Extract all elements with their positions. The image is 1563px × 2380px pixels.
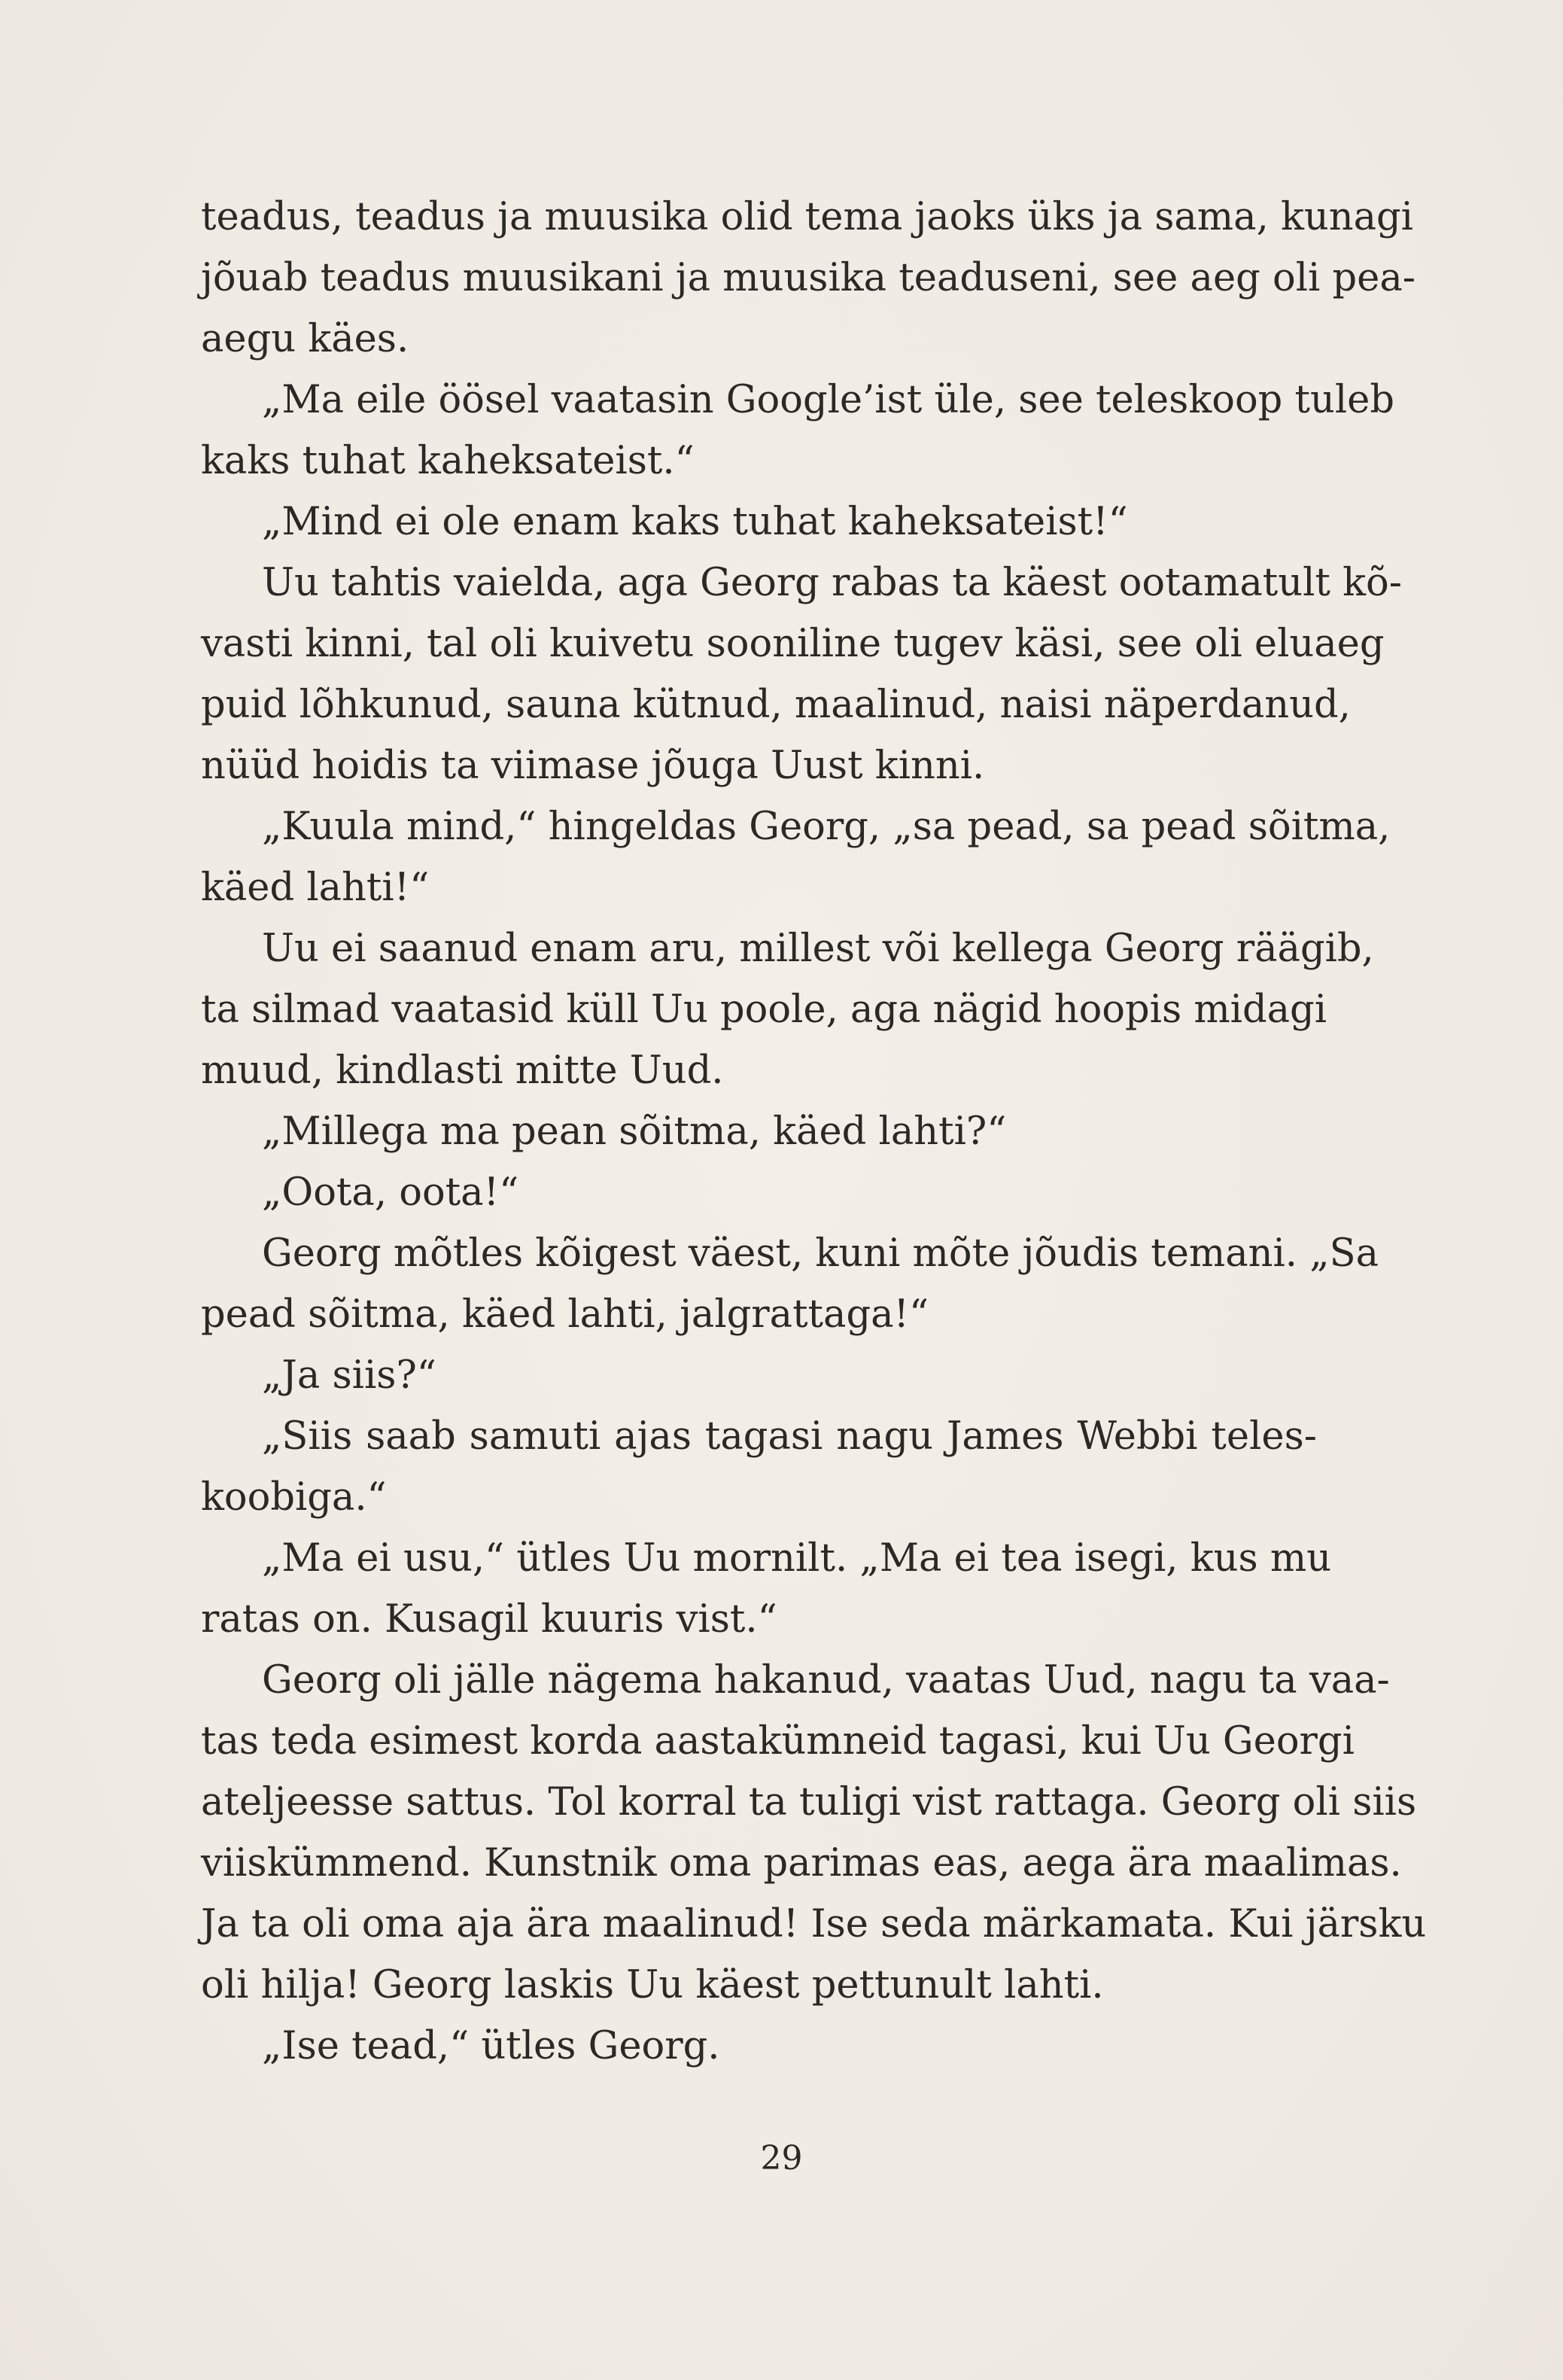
text-line: teadus, teadus ja muusika olid tema jaoks üks ja sama, kunagi bbox=[201, 195, 1413, 239]
text-line: koobiga.“ bbox=[201, 1475, 387, 1520]
text-line: puid lõhkunud, sauna kütnud, maalinud, naisi näperdanud, bbox=[201, 683, 1351, 727]
text-line: Georg oli jälle nägema hakanud, vaatas Uud, nagu ta vaa- bbox=[262, 1658, 1390, 1703]
text-line: „Mind ei ole enam kaks tuhat kaheksateist!“ bbox=[262, 500, 1128, 544]
text-line: Uu ei saanud enam aru, millest või kellega Georg räägib, bbox=[262, 927, 1374, 971]
text-line: „Ma eile öösel vaatasin Google’ist üle, see teleskoop tuleb bbox=[262, 378, 1394, 422]
text-line: „Ise tead,“ ütles Georg. bbox=[262, 2024, 720, 2068]
text-line: „Oota, oota!“ bbox=[262, 1170, 519, 1215]
text-line: pead sõitma, käed lahti, jalgrattaga!“ bbox=[201, 1292, 929, 1337]
text-line: ateljeesse sattus. Tol korral ta tuligi vist rattaga. Georg oli siis bbox=[201, 1780, 1417, 1825]
text-line: Georg mõtles kõigest väest, kuni mõte jõudis temani. „Sa bbox=[262, 1231, 1379, 1276]
text-line: Ja ta oli oma aja ära maalinud! Ise seda märkamata. Kui järsku bbox=[201, 1902, 1427, 1946]
text-line: „Siis saab samuti ajas tagasi nagu James Webbi teles- bbox=[262, 1414, 1317, 1459]
body-text bbox=[201, 187, 1427, 2077]
text-line: viiskümmend. Kunstnik oma parimas eas, aega ära maalimas. bbox=[201, 1841, 1402, 1885]
text-line: käed lahti!“ bbox=[201, 866, 430, 910]
text-line: „Ja siis?“ bbox=[262, 1353, 436, 1398]
text-line: „Kuula mind,“ hingeldas Georg, „sa pead, sa pead sõitma, bbox=[262, 805, 1391, 849]
text-line: kaks tuhat kaheksateist.“ bbox=[201, 439, 695, 483]
text-line: ratas on. Kusagil kuuris vist.“ bbox=[201, 1597, 777, 1642]
text-line: tas teda esimest korda aastakümneid tagasi, kui Uu Georgi bbox=[201, 1719, 1355, 1764]
text-line: oli hilja! Georg laskis Uu käest pettunult lahti. bbox=[201, 1963, 1104, 2007]
text-line: nüüd hoidis ta viimase jõuga Uust kinni. bbox=[201, 744, 985, 788]
text-line: „Ma ei usu,“ ütles Uu mornilt. „Ma ei tea isegi, kus mu bbox=[262, 1536, 1332, 1581]
text-line: Uu tahtis vaielda, aga Georg rabas ta käest ootamatult kõ- bbox=[262, 561, 1402, 605]
text-line: ta silmad vaatasid küll Uu poole, aga nägid hoopis midagi bbox=[201, 988, 1327, 1032]
page-number: 29 bbox=[760, 2139, 803, 2178]
text-line: vasti kinni, tal oli kuivetu sooniline tugev käsi, see oli eluaeg bbox=[201, 622, 1385, 666]
text-line: jõuab teadus muusikani ja muusika teaduseni, see aeg oli pea- bbox=[201, 256, 1416, 300]
text-line: aegu käes. bbox=[201, 317, 409, 361]
text-line: „Millega ma pean sõitma, käed lahti?“ bbox=[262, 1109, 1007, 1154]
text-line: muud, kindlasti mitte Uud. bbox=[201, 1048, 724, 1093]
